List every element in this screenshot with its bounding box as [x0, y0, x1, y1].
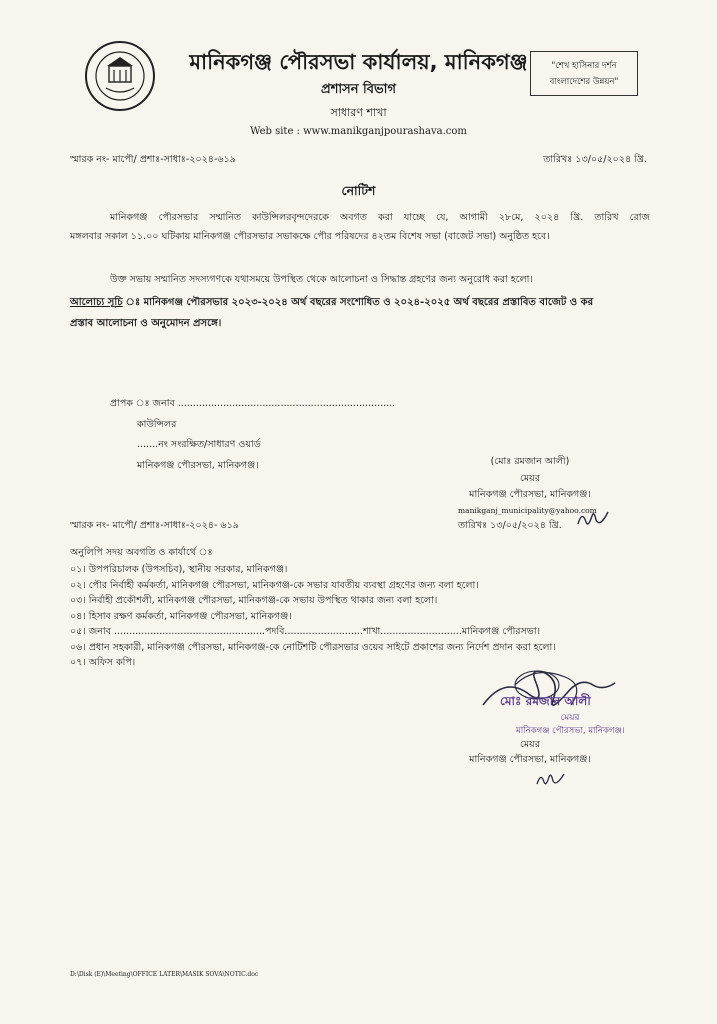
notice-paragraph-2: উক্ত সভায় সম্মানিত সদস্যগণকে যথাসময়ে উপস্থিত থেকে আলোচনা ও সিদ্ধান্ত গ্রহণের জন্য অনুরোধ করা হলো।: [110, 274, 533, 285]
list-item: ০৩। নির্বাহী প্রকৌশলী, মানিকগঞ্জ পৌরসভা, মানিকগঞ্জ-কে সভায় উপস্থিত থাকার জন্য বলা হলো।: [70, 595, 438, 606]
branch-name: সাধারণ শাখা: [330, 106, 387, 119]
office-title: মানিকগঞ্জ পৌরসভা কার্যালয়, মানিকগঞ্জ: [189, 50, 528, 74]
notice-paragraph-1: [70, 208, 650, 246]
signatory-date: তারিখঃ ১৩/০৫/২০২৪ খ্রি.: [458, 520, 562, 531]
slogan-line-1: "শেখ হাসিনার দর্শন: [551, 60, 617, 71]
signatory-office: মানিকগঞ্জ পৌরসভা, মানিকগঞ্জ।: [469, 489, 591, 500]
signatory-name: (মোঃ রমজান আলী): [490, 456, 570, 467]
list-item: ০৬। প্রধান সহকারী, মানিকগঞ্জ পৌরসভা, মানিকগঞ্জ-কে নোটিশটি পৌরসভার ওয়েব সাইটে প্রকাশের জন্য নির্দেশ প্রদান করা হলো।: [70, 641, 556, 653]
para1-line1: মানিকগঞ্জ পৌরসভার সম্মানিত কাউন্সিলরবৃন্দদেরকে অবগত করা যাচ্ছে যে, আগামী ২৮মে, ২০২৪ খ্রি. তারিখ রোজ: [110, 212, 650, 223]
recipient-line-2: কাউন্সিলর: [137, 419, 177, 430]
memo-date: তারিখঃ ১৩/০৫/২০২৪ খ্রি.: [543, 154, 647, 165]
recipient-line-1: প্রাপক ঃ জনাব ........................................................................: [110, 398, 396, 409]
signatory-email: manikganj_municipality@yahoo.com: [458, 506, 597, 515]
list-item: ০২। পৌর নির্বাহী কর্মকর্তা, মানিকগঞ্জ পৌরসভা, মানিকগঞ্জ-কে সভার যাবতীয় ব্যবস্থা গ্রহণের জন্য বলা হলো।: [70, 579, 479, 591]
department-name: প্রশাসন বিভাগ: [321, 82, 396, 97]
stamp-name: মোঃ রমজান আলী: [500, 694, 591, 708]
website-line: Web site : www.manikganjpourashava.com: [250, 126, 467, 137]
slogan-line-2: বাংলাদেশের উন্নয়ন": [549, 76, 619, 87]
stamp-designation: মেয়র: [560, 713, 580, 723]
agenda-line-1: ঃ মানিকগঞ্জ পৌরসভার ২০২৩-২০২৪ অর্থ বছরের সংশোধিত ও ২০২৪-২০২৫ অর্থ বছরের প্রস্তাবিত বাজেট ও কর: [122, 297, 594, 308]
footer-office: মানিকগঞ্জ পৌরসভা, মানিকগঞ্জ।: [469, 754, 591, 765]
agenda-line-2: প্রস্তাব আলোচনা ও অনুমোদন প্রসঙ্গে।: [70, 318, 222, 329]
agenda-label: আলোচ্য সূচি: [70, 297, 123, 308]
stamp-office: মানিকগঞ্জ পৌরসভা, মানিকগঞ্জ।: [516, 726, 625, 736]
memo-number-2: স্মারক নং- মাপৌ/ প্রশাঃ-সাধাঃ-২০২৪- ৬১৯: [70, 520, 239, 531]
para1-line2: মঙ্গলবার সকাল ১১.০০ ঘটিকায় মানিকগঞ্জ পৌরসভার সভাকক্ষে পৌর পরিষদের ৪২তম বিশেষ সভা (বাজেট সভা) অনুষ্ঠিত হবে।: [70, 231, 550, 242]
footer-designation: মেয়র: [520, 739, 540, 750]
file-path: D:\Disk (E)\Meeting\OFFICE LATER\MASIK SOVA\NOTIC.doc: [70, 971, 259, 978]
list-item: ০১। উপপরিচালক (উপসচিব), স্থানীয় সরকার, মানিকগঞ্জ।: [70, 564, 288, 575]
cc-intro: অনুলিপি সদয় অবগতি ও কার্যার্থে ঃ: [70, 547, 213, 558]
slogan-box: [530, 51, 638, 96]
signatory-designation: মেয়র: [520, 473, 540, 484]
memo-number: স্মারক নং- মাপৌ/ প্রশাঃ-সাধাঃ-২০২৪-৬১৯: [70, 154, 236, 165]
list-item: ০৪। হিসাব রক্ষণ কর্মকর্তা, মানিকগঞ্জ পৌরসভা, মানিকগঞ্জ।: [70, 610, 292, 622]
list-item: ০৫। জনাব ..................................................পদবি..........................শাখা...........................মানিকগঞ্জ পৌরসভা।: [70, 626, 541, 637]
recipient-line-4: মানিকগঞ্জ পৌরসভা, মানিকগঞ্জ।: [137, 460, 259, 471]
list-item: ০৭। অফিস কপি।: [70, 657, 136, 668]
agenda: [70, 292, 650, 334]
initials-signature-icon: [574, 506, 614, 530]
initials-signature-icon-2: [534, 769, 568, 789]
recipient-line-3: .......নং সংরক্ষিত/সাধারণ ওয়ার্ড: [137, 439, 261, 450]
notice-title: নোটিশ: [341, 183, 376, 198]
